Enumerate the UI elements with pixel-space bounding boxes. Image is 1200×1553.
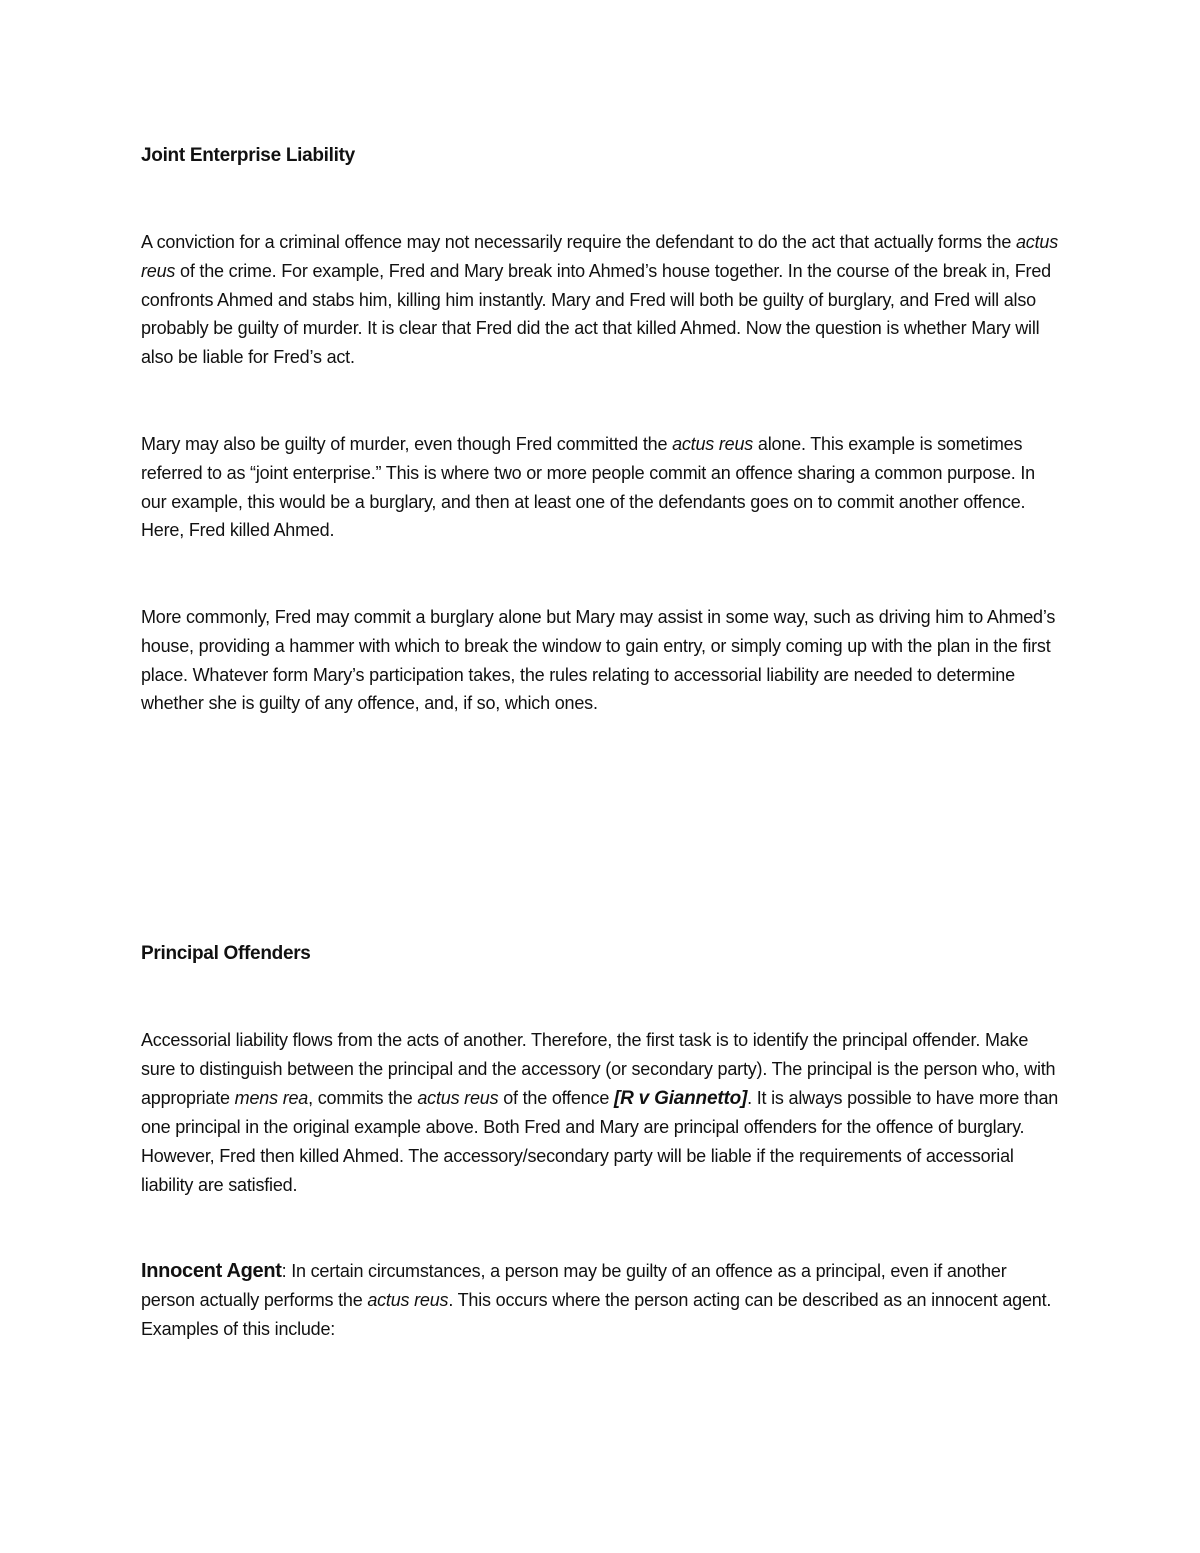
paragraph-text: alone. This example is sometimes referred to as “joint enterprise.” This is where two or more people commit an offence sharing a common purpose. In our example, this would be a burglary, and then at least one of the defendants goes on to commit another offence. Here, Fred killed Ahmed. (141, 434, 1035, 541)
section-heading-principal-offenders: Principal Offenders (141, 943, 311, 964)
italic-term: actus reus (367, 1289, 449, 1310)
paragraph-text: A conviction for a criminal offence may not necessarily require the defendant to do the act that actually forms the (141, 232, 1016, 252)
italic-term: actus reus (141, 232, 1058, 281)
paragraph-innocent-agent (141, 1257, 1061, 1343)
paragraph-text: , commits the (308, 1087, 418, 1108)
italic-term: mens rea (234, 1087, 309, 1108)
case-citation: [R v Giannetto] (613, 1087, 748, 1109)
paragraph-text: Accessorial liability flows from the acts of another. Therefore, the first task is to identify the principal offender. Make sure to distinguish between the principal and the accessory (or secondary party). The principal is the person who, with appropriate (141, 1030, 1056, 1108)
paragraph-text: : In certain circumstances, a person may be guilty of an offence as a principal, even if another person actually performs the (141, 1261, 1007, 1310)
paragraph-text: Mary may also be guilty of murder, even though Fred committed the (141, 434, 673, 454)
paragraph-text: of the offence (498, 1087, 614, 1108)
paragraph-text: of the crime. For example, Fred and Mary break into Ahmed’s house together. In the course of the break in, Fred confronts Ahmed and stabs him, killing him instantly. Mary and Fred will both be guilty of burglary, and Fred will also probably be guilty of murder. It is clear that Fred did the act that killed Ahmed. Now the question is whether Mary will also be liable for Fred’s act. (141, 260, 1051, 368)
paragraph-joint-enterprise-2 (141, 430, 1061, 545)
paragraph-text: . This occurs where the person acting can be described as an innocent agent. Examples of this include: (141, 1289, 1052, 1339)
paragraph-principal-offenders-1 (141, 1026, 1061, 1200)
section-heading-joint-enterprise: Joint Enterprise Liability (141, 145, 355, 166)
paragraph-text: . It is always possible to have more than one principal in the original example above. Both Fred and Mary are principal offenders for the offence of burglary. However, Fred then killed Ahmed. The accessory/secondary party will be liable if the requirements of accessorial liability are satisfied. (141, 1087, 1059, 1195)
italic-term: actus reus (672, 434, 754, 454)
paragraph-joint-enterprise-1 (141, 228, 1061, 372)
italic-term: actus reus (417, 1087, 499, 1108)
paragraph-joint-enterprise-3: More commonly, Fred may commit a burglary alone but Mary may assist in some way, such as driving him to Ahmed’s house, providing a hammer with which to break the window to gain entry, or simply coming up with the plan in the first place. Whatever form Mary’s participation takes, the rules relating to accessorial liability are needed to determine whether she is guilty of any offence, and, if so, which ones. (141, 607, 1056, 714)
term-innocent-agent: Innocent Agent (141, 1260, 282, 1282)
